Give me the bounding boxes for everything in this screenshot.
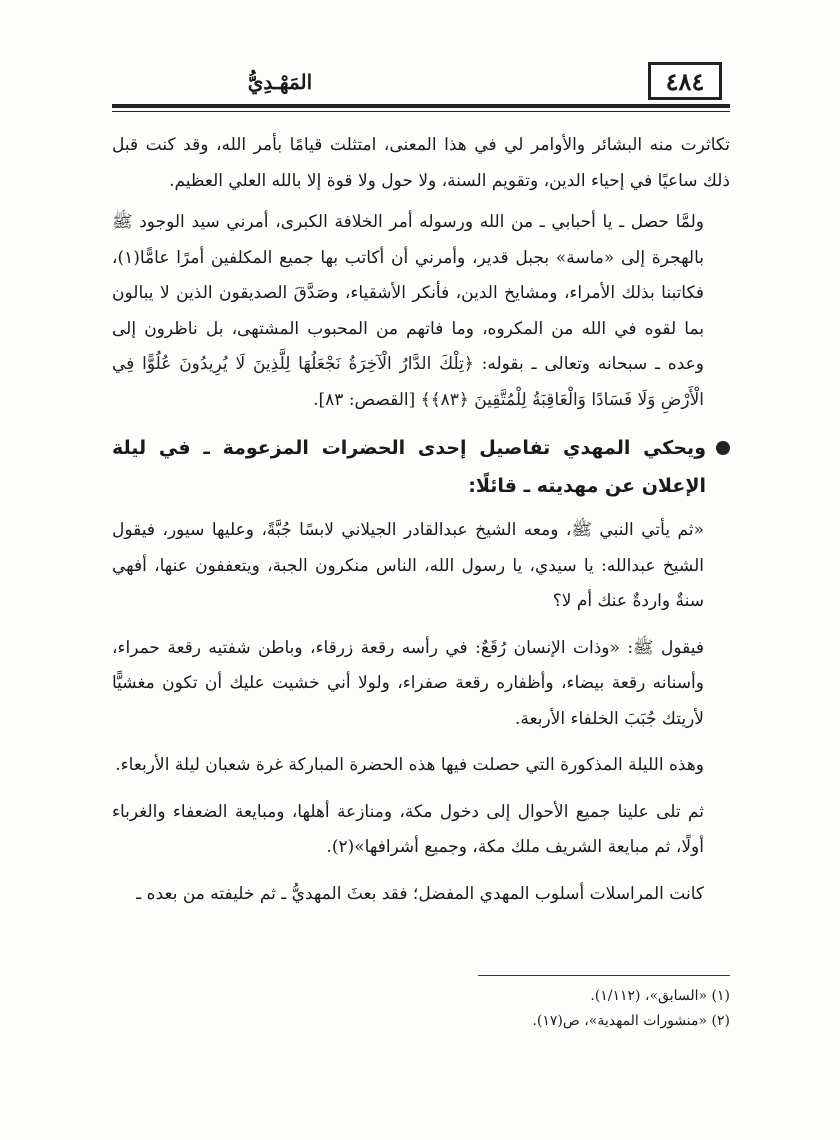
header-rule-thick bbox=[112, 104, 730, 108]
section-heading-text: ويحكي المهدي تفاصيل إحدى الحضرات المزعومة ـ في ليلة الإعلان عن مهديته ـ قائلًا: bbox=[112, 437, 706, 497]
page-number: ٤٨٤ bbox=[648, 62, 722, 100]
paragraph-2 bbox=[112, 205, 730, 418]
body-text bbox=[112, 128, 730, 923]
quran-verse: ﴿تِلْكَ الدَّارُ الْآخِرَةُ نَجْعَلُهَا لِلَّذِينَ لَا يُرِيدُونَ عُلُوًّا فِي الْأَرْضِ وَلَا فَسَادًا وَالْعَاقِبَةُ لِلْمُتَّقِينَ ﴿٨٣﴾﴾ bbox=[112, 354, 704, 410]
paragraph-4: فيقول ﷺ: «وذات الإنسان رُقَعٌ: في رأسه رقعة زرقاء، وباطن شفتيه رقعة حمراء، وأسنانه رقعة بيضاء، وأظفاره رقعة صفراء، ولولا أني خشيت عليك أن تكون مغشيًّا لأريتك جُبَبَ الخلفاء الأربعة. bbox=[112, 637, 704, 729]
bullet-icon bbox=[716, 441, 730, 455]
paragraph-2-text: ولمَّا حصل ـ يا أحبابي ـ من الله ورسوله أمر الخلافة الكبرى، أمرني سيد الوجود ﷺ بالهجرة إلى «ماسة» بجبل قدير، وأمرني أن أكاتب بها جميع المكلفين أمرًا عامًّا(١)، فكاتبنا بذلك الأمراء، ومشايخ الدين، فأنكر الأشقياء، وصَدَّقَ الصديقون الذين لا يبالون بما لقوه في الله من المكروه، وما فاتهم من المحبوب المشتهى، بل ناظرون إلى وعده ـ سبحانه وتعالى ـ بقوله: bbox=[112, 212, 704, 374]
footnote-2: (٢) «منشورات المهدية»، ص(١٧). bbox=[532, 1013, 730, 1029]
footnotes bbox=[112, 984, 730, 1034]
quran-reference: [القصص: ٨٣]. bbox=[313, 389, 421, 410]
running-title: المَهْـدِيُّ bbox=[247, 70, 313, 94]
footnote-rule bbox=[478, 975, 730, 976]
paragraph-1: تكاثرت منه البشائر والأوامر لي في هذا المعنى، امتثلت قيامًا بأمر الله، وقد كنت قبل ذلك ساعيًا في إحياء الدين، وتقويم السنة، ولا حول ولا قوة إلا بالله العلي العظيم. bbox=[112, 135, 730, 191]
paragraph-7: كانت المراسلات أسلوب المهدي المفضل؛ فقد بعثَ المهديُّ ـ ثم خليفته من بعده ـ bbox=[136, 883, 704, 904]
footnote-1: (١) «السابق»، (١/١١٢). bbox=[590, 988, 730, 1004]
header-rule-thin bbox=[112, 111, 730, 112]
paragraph-6: ثم تلى علينا جميع الأحوال إلى دخول مكة، ومنازعة أهلها، ومبايعة الضعفاء والغرباء أولًا، ثم مبايعة الشريف ملك مكة، وجميع أشرافها»(٢). bbox=[112, 801, 704, 857]
paragraph-5: وهذه الليلة المذكورة التي حصلت فيها هذه الحضرة المباركة غرة شعبان ليلة الأربعاء. bbox=[115, 755, 704, 775]
section-heading bbox=[112, 429, 730, 505]
paragraph-3: «ثم يأتي النبي ﷺ، ومعه الشيخ عبدالقادر الجيلاني لابسًا جُبَّةً، وعليها سيور، فيقول الشيخ عبدالله: يا سيدي، يا رسول الله، الناس منكرون الجبة، ويتعففون عنها، أفهي سنةٌ واردةٌ عنك أم لا؟ bbox=[112, 520, 704, 611]
